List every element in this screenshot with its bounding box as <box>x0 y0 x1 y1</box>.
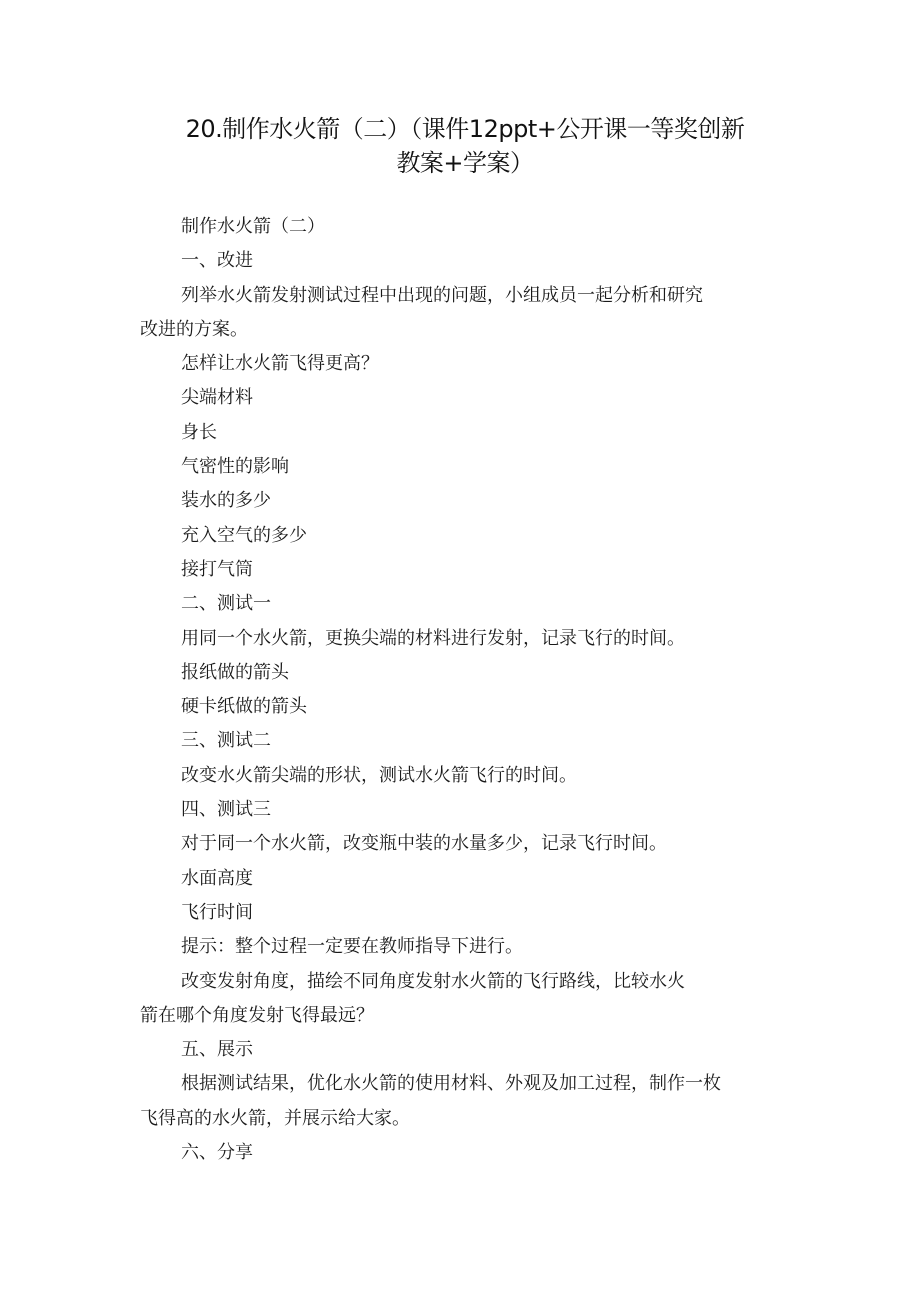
list-item <box>140 656 790 690</box>
paragraph-text: 六、分享 <box>181 1142 253 1164</box>
section-heading <box>140 587 790 621</box>
paragraph-text: 改变水火箭尖端的形状，测试水火箭飞行的时间。 <box>181 764 577 786</box>
paragraph-text: 硬卡纸做的箭头 <box>181 696 307 718</box>
paragraph <box>140 347 790 381</box>
paragraph <box>140 930 790 964</box>
paragraph-text: 水面高度 <box>181 867 253 889</box>
paragraph-text: 接打气筒 <box>181 558 253 580</box>
section-heading <box>140 244 790 278</box>
paragraph-text: 充入空气的多少 <box>181 524 307 546</box>
paragraph-text: 气密性的影响 <box>181 456 289 478</box>
paragraph-text: 身长 <box>181 421 217 443</box>
section-heading <box>140 1136 790 1170</box>
list-item <box>140 416 790 450</box>
paragraph <box>140 759 790 793</box>
paragraph-text: 三、测试二 <box>181 730 271 752</box>
document-title <box>140 112 790 180</box>
paragraph-text: 五、展示 <box>181 1039 253 1061</box>
paragraph-text: 飞行时间 <box>181 901 253 923</box>
section-heading <box>140 724 790 758</box>
list-item <box>140 862 790 896</box>
paragraph <box>140 965 790 1034</box>
paragraph-text: 对于同一个水火箭，改变瓶中装的水量多少，记录飞行时间。 <box>181 833 667 855</box>
paragraph-text: 装水的多少 <box>181 490 271 512</box>
paragraph-text: 报纸做的箭头 <box>181 661 289 683</box>
list-item <box>140 553 790 587</box>
paragraph-text: 尖端材料 <box>181 387 253 409</box>
paragraph-text: 根据测试结果，优化水火箭的使用材料、外观及加工过程，制作一枚 <box>181 1073 721 1095</box>
document-body <box>140 210 790 1170</box>
paragraph-text: 怎样让水火箭飞得更高？ <box>181 353 379 375</box>
paragraph-text: 列举水火箭发射测试过程中出现的问题，小组成员一起分析和研究 <box>181 284 703 306</box>
paragraph-text-continued: 箭在哪个角度发射飞得最远？ <box>140 1004 374 1026</box>
paragraph-text: 制作水火箭（二） <box>181 216 325 237</box>
paragraph-text: 一、改进 <box>181 250 253 272</box>
paragraph-text-continued: 飞得高的水火箭，并展示给大家。 <box>140 1107 410 1129</box>
paragraph-text: 四、测试三 <box>181 799 271 821</box>
paragraph-text: 提示：整个过程一定要在教师指导下进行。 <box>181 936 523 958</box>
paragraph <box>140 1067 790 1136</box>
title-line-1: 20.制作水火箭（二）（课件12ppt+公开课一等奖创新 <box>185 115 745 143</box>
paragraph-text: 二、测试一 <box>181 593 271 615</box>
list-item <box>140 896 790 930</box>
paragraph-text-continued: 改进的方案。 <box>140 318 248 340</box>
list-item <box>140 519 790 553</box>
list-item <box>140 484 790 518</box>
section-heading <box>140 210 790 244</box>
section-heading <box>140 1033 790 1067</box>
paragraph <box>140 827 790 861</box>
list-item <box>140 450 790 484</box>
title-line-2: 教案+学案） <box>396 149 534 177</box>
section-heading <box>140 793 790 827</box>
paragraph-text: 改变发射角度，描绘不同角度发射水火箭的飞行路线，比较水火 <box>181 970 685 992</box>
paragraph <box>140 622 790 656</box>
paragraph <box>140 279 790 348</box>
paragraph-text: 用同一个水火箭，更换尖端的材料进行发射，记录飞行的时间。 <box>181 627 685 649</box>
list-item <box>140 381 790 415</box>
list-item <box>140 690 790 724</box>
